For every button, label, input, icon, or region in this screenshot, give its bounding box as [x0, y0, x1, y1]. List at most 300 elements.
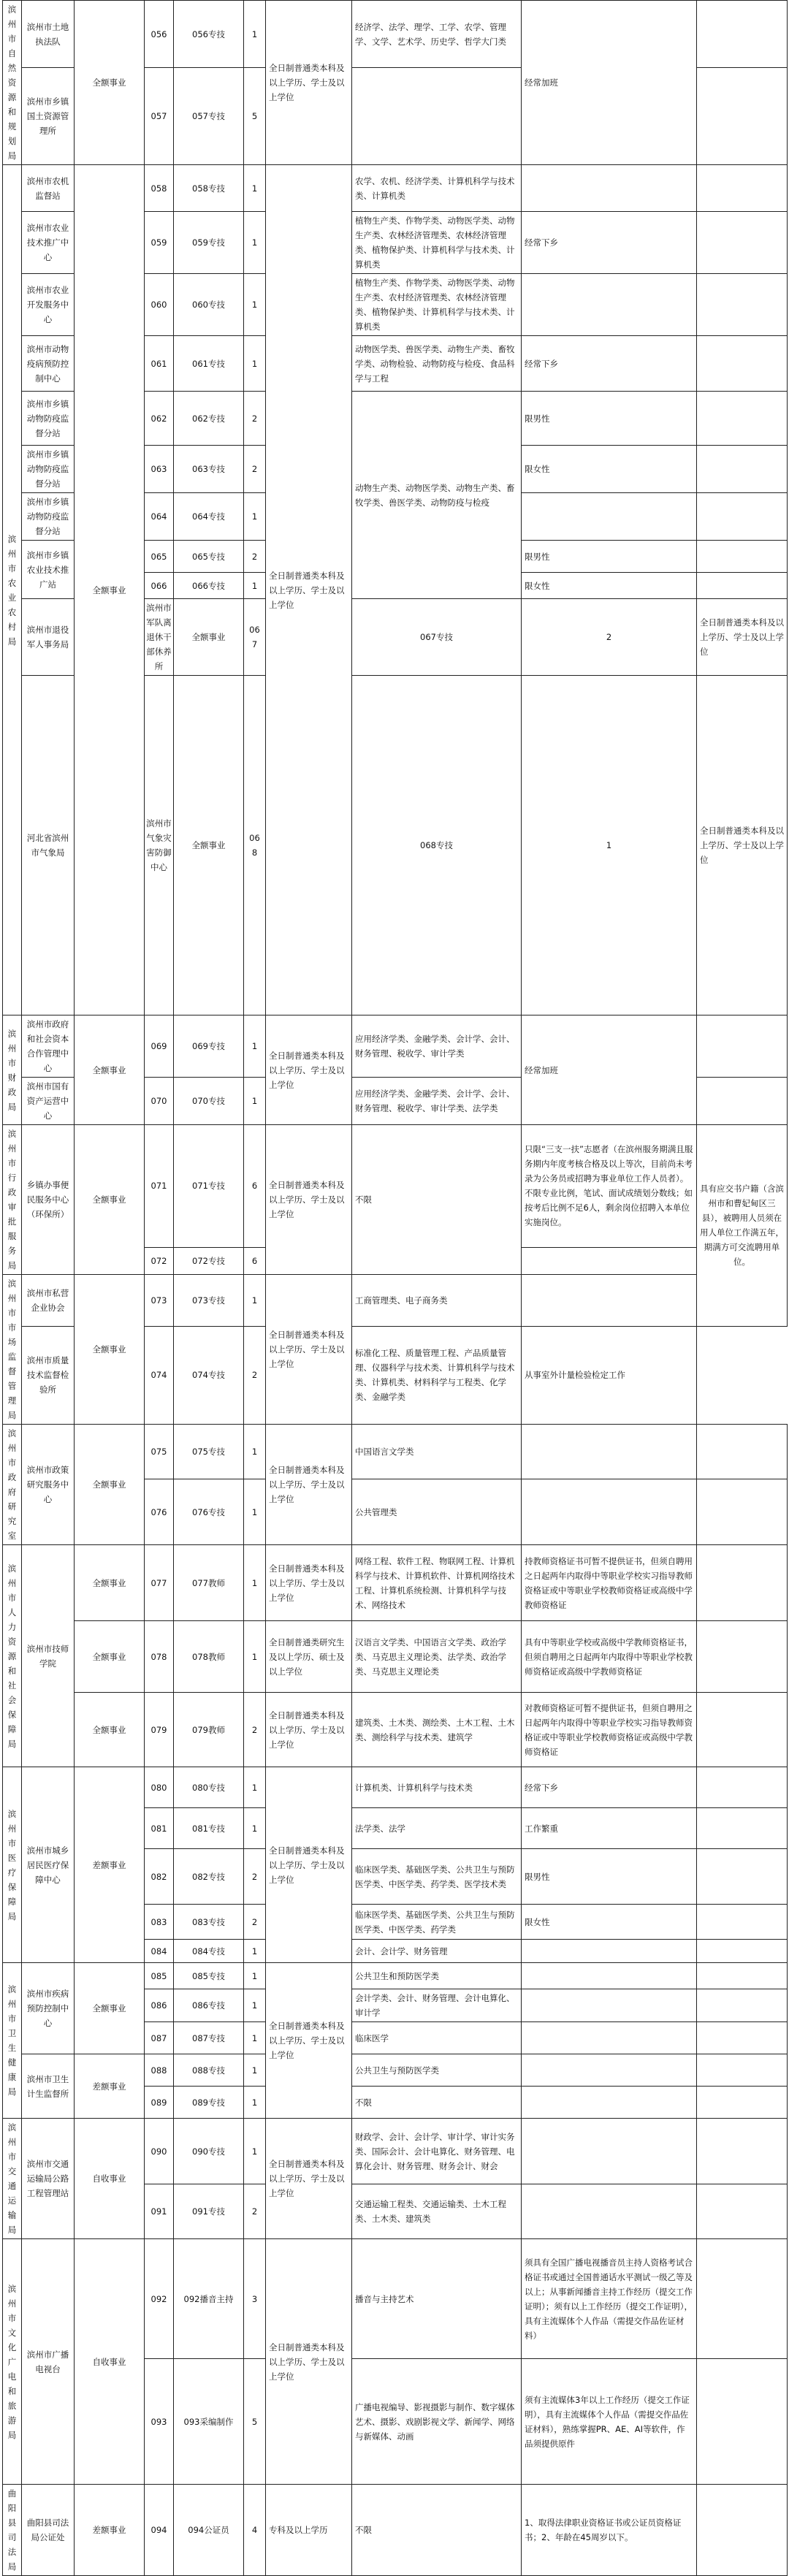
- cell-num: 1: [244, 1078, 266, 1125]
- cell-note: [697, 2359, 788, 2485]
- cell-note: [697, 2054, 788, 2087]
- cell-num: 1: [244, 274, 266, 336]
- table-row: [3, 1545, 788, 1621]
- table-row: [3, 1621, 788, 1693]
- cell-code: 061: [145, 336, 174, 392]
- cell-num: 1: [244, 1767, 266, 1808]
- cell-code: 088: [145, 2054, 174, 2087]
- cell-code: 074: [145, 1326, 174, 1424]
- cell-unit: 滨州市气象灾害防御中心: [145, 676, 174, 1015]
- cell-num: 2: [244, 392, 266, 446]
- cell-unit: 滨州市乡镇动物防疫监督分站: [22, 493, 75, 541]
- cell-nature: 全额事业: [75, 1015, 145, 1125]
- cell-major: 植物生产类、作物学类、动物医学类、动物生产类、农林经济管理类、农林经济管理类、植物保护类、计算机科学与技术类、计算机类: [352, 212, 522, 274]
- cell-num: 5: [244, 68, 266, 165]
- cell-other: [522, 1275, 697, 1327]
- cell-other: [522, 1479, 697, 1545]
- cell-nature: 全额事业: [75, 1963, 145, 2054]
- cell-code: 076: [145, 1479, 174, 1545]
- cell-note: [697, 2184, 788, 2239]
- cell-major: 应用经济学类、金融学类、会计学、会计、财务管理、税收学、审计学类: [352, 1015, 522, 1078]
- cell-code: 091: [145, 2184, 174, 2239]
- cell-note: [697, 1808, 788, 1849]
- cell-other: 限男性: [522, 392, 697, 446]
- cell-note: [697, 336, 788, 392]
- cell-code: 080: [145, 1767, 174, 1808]
- cell-code: 057: [145, 68, 174, 165]
- cell-post: 058专技: [174, 165, 244, 212]
- cell-code: 067: [244, 599, 266, 676]
- cell-num: 2: [244, 1693, 266, 1767]
- table-row: [3, 1693, 788, 1767]
- cell-other: 限男性: [522, 1849, 697, 1905]
- cell-other: [522, 1940, 697, 1963]
- cell-note: 具有应交书户籍（含滨州市和曹妃甸区三县），被聘用人员须在用人单位工作满五年，期满方可交流聘用单位。: [697, 1125, 788, 1327]
- cell-dept: 滨州市农业农村局: [3, 165, 22, 1015]
- cell-code: 082: [145, 1849, 174, 1905]
- cell-major: 会计学类、会计、财务管理、会计电算化、审计学: [352, 1989, 522, 2022]
- cell-note: [697, 2239, 788, 2359]
- cell-code: 075: [145, 1425, 174, 1479]
- cell-code: 064: [145, 493, 174, 541]
- cell-note: [697, 1479, 788, 1545]
- cell-major: 中国语言文学类: [352, 1425, 522, 1479]
- table-body: [3, 1, 788, 2576]
- cell-post: 074专技: [174, 1326, 244, 1424]
- cell-code: 071: [145, 1125, 174, 1248]
- cell-other: 经常加班: [522, 1, 697, 165]
- cell-note: [697, 541, 788, 573]
- table-row: [3, 1, 788, 68]
- cell-post: 059专技: [174, 212, 244, 274]
- cell-other: 经常下乡: [522, 336, 697, 392]
- cell-code: 062: [145, 392, 174, 446]
- cell-major: 应用经济学类、金融学类、会计学、会计、财务管理、税收学、审计学类、法学类: [352, 1078, 522, 1125]
- cell-post: 075专技: [174, 1425, 244, 1479]
- cell-num: 6: [244, 1125, 266, 1248]
- cell-other: [522, 2184, 697, 2239]
- cell-other: 须有主流媒体3年以上工作经历（提交工作证明），具有主流媒体个人作品（需提交作品佐证材料），熟练掌握PR、AE、AI等软件，作品须提供原件: [522, 2359, 697, 2485]
- cell-other: [522, 2022, 697, 2054]
- cell-major: 广播电视编导、影视摄影与制作、数字媒体艺术、摄影、戏剧影视文学、新闻学、网络与新媒体、动画: [352, 2359, 522, 2485]
- cell-major: 会计、会计学、财务管理: [352, 1940, 522, 1963]
- cell-other: 从事室外计量检验检定工作: [522, 1326, 697, 1424]
- cell-code: 089: [145, 2087, 174, 2119]
- cell-code: 087: [145, 2022, 174, 2054]
- cell-post: 079教师: [174, 1693, 244, 1767]
- cell-post: 064专技: [174, 493, 244, 541]
- cell-edu: 专科及以上学历: [266, 2485, 352, 2576]
- cell-code: 085: [145, 1963, 174, 1989]
- cell-other: 经常下乡: [522, 1767, 697, 1808]
- cell-note: [697, 2087, 788, 2119]
- cell-note: [697, 2022, 788, 2054]
- cell-num: 5: [244, 2359, 266, 2485]
- cell-major: 不限: [352, 2485, 522, 2576]
- cell-code: 063: [145, 446, 174, 493]
- cell-other: 持教师资格证书可暂不提供证书，但须自聘用之日起两年内取得中等职业学校实习指导教师资格证或中等职业学校教师资格证或高级中学教师资格证: [522, 1545, 697, 1621]
- cell-edu: 全日制普通类本科及以上学历、学士及以上学位: [266, 1545, 352, 1621]
- cell-unit: 滨州市疾病预防控制中心: [22, 1963, 75, 2054]
- cell-unit: 滨州市动物疫病预防控制中心: [22, 336, 75, 392]
- cell-num: 1: [244, 2087, 266, 2119]
- cell-post: 091专技: [174, 2184, 244, 2239]
- cell-other: [522, 2119, 697, 2184]
- cell-nature: 全额事业: [75, 1, 145, 165]
- cell-note: [697, 392, 788, 446]
- cell-edu: 全日制普通类本科及以上学历、学士及以上学位: [266, 1015, 352, 1125]
- cell-other: 具有中等职业学校或高级中学教师资格证书，但须自聘用之日起两年内取得中等职业学校教师资格证或高级中学教师资格证: [522, 1621, 697, 1693]
- cell-other: 须具有全国广播电视播音员主持人资格考试合格证书或通过全国普通话水平测试一级乙等及以上；从事新闻播音主持工作经历（提交工作证明）；须有以上工作经历（提交工作证明），具有主流媒体个人作品（需提交作品佐证材料）: [522, 2239, 697, 2359]
- cell-num: 1: [244, 1, 266, 68]
- cell-nature: 全额事业: [75, 1125, 145, 1275]
- cell-major: 交通运输工程类、交通运输类、土木工程类、土木类、建筑类: [352, 2184, 522, 2239]
- cell-num: 1: [244, 165, 266, 212]
- cell-code: 065: [145, 541, 174, 573]
- cell-major: 公共管理类: [352, 1479, 522, 1545]
- cell-num: 1: [522, 676, 697, 1015]
- cell-major: 临床医学: [352, 2022, 522, 2054]
- cell-post: 066专技: [174, 573, 244, 599]
- cell-note: [697, 1849, 788, 1905]
- cell-unit: 滨州市乡镇动物防疫监督分站: [22, 446, 75, 493]
- cell-num: 4: [244, 2485, 266, 2576]
- cell-nature: 全额事业: [75, 1275, 145, 1425]
- table-row: [3, 2239, 788, 2359]
- table-row: [3, 1125, 788, 1248]
- table-row: [3, 1015, 788, 1078]
- cell-num: 2: [244, 1849, 266, 1905]
- cell-dept: 滨州市医疗保障局: [3, 1767, 22, 1963]
- cell-edu: 全日制普通类本科及以上学历、学士及以上学位: [266, 1125, 352, 1275]
- cell-post: 056专技: [174, 1, 244, 68]
- cell-post: 073专技: [174, 1275, 244, 1327]
- cell-num: 1: [244, 1989, 266, 2022]
- cell-post: 069专技: [174, 1015, 244, 1078]
- cell-post: 090专技: [174, 2119, 244, 2184]
- cell-other: 限女性: [522, 573, 697, 599]
- cell-other: [522, 165, 697, 212]
- cell-unit: 滨州市军队离退休干部休养所: [145, 599, 174, 676]
- cell-code: 070: [145, 1078, 174, 1125]
- cell-num: 2: [244, 446, 266, 493]
- cell-post: 086专技: [174, 1989, 244, 2022]
- cell-major: 经济学、法学、理学、工学、农学、管理学、文学、艺术学、历史学、哲学大门类: [352, 1, 522, 68]
- cell-edu: 全日制普通类本科及以上学历、学士及以上学位: [266, 2239, 352, 2485]
- cell-unit: 滨州市土地执法队: [22, 1, 75, 68]
- cell-num: 1: [244, 1479, 266, 1545]
- cell-other: 限女性: [522, 446, 697, 493]
- cell-code: 072: [145, 1247, 174, 1274]
- cell-major: 标准化工程、质量管理工程、产品质量管理、仪器科学与技术类、计算机科学与技术类、计算机类、材料科学与工程类、化学类、金融学类: [352, 1326, 522, 1424]
- cell-note: [697, 68, 788, 165]
- cell-unit: 滨州市乡镇国土资源管理所: [22, 68, 75, 165]
- cell-other: [522, 1425, 697, 1479]
- cell-edu: 全日制普通类本科及以上学历、学士及以上学位: [266, 2119, 352, 2239]
- cell-num: 2: [244, 1326, 266, 1424]
- cell-dept: 滨州市卫生健康局: [3, 1963, 22, 2119]
- cell-nature: 自收事业: [75, 2239, 145, 2485]
- cell-note: [697, 212, 788, 274]
- table-row: [3, 1275, 788, 1327]
- cell-num: 1: [244, 1275, 266, 1327]
- cell-code: 066: [145, 573, 174, 599]
- cell-major: 公共卫生和预防医学类: [352, 1963, 522, 1989]
- cell-edu: 全日制普通类本科及以上学历、学士及以上学位: [697, 599, 788, 676]
- cell-post: 067专技: [352, 599, 522, 676]
- cell-post: 087专技: [174, 2022, 244, 2054]
- cell-post: 093采编制作: [174, 2359, 244, 2485]
- cell-dept: 曲阳县司法局: [3, 2485, 22, 2576]
- cell-major: 动物医学类、兽医学类、动物生产类、畜牧学类、动物检验、动物防疫与检疫、食品科学与工程: [352, 336, 522, 392]
- cell-num: 1: [244, 212, 266, 274]
- cell-dept: 滨州市政府研究室: [3, 1425, 22, 1545]
- recruitment-table: [2, 0, 788, 2576]
- cell-note: [697, 1767, 788, 1808]
- table-row: [3, 2485, 788, 2576]
- cell-code: 077: [145, 1545, 174, 1621]
- cell-post: 060专技: [174, 274, 244, 336]
- cell-num: 1: [244, 1425, 266, 1479]
- cell-code: 092: [145, 2239, 174, 2359]
- cell-edu: 全日制普通类本科及以上学历、学士及以上学位: [266, 1275, 352, 1425]
- cell-major: 不限: [352, 2087, 522, 2119]
- cell-major: 播音与主持艺术: [352, 2239, 522, 2359]
- table-row: [3, 1425, 788, 1479]
- cell-major: 建筑类、土木类、测绘类、土木工程、土木类、测绘科学与技术类、建筑学: [352, 1693, 522, 1767]
- cell-code: 073: [145, 1275, 174, 1327]
- cell-post: 085专技: [174, 1963, 244, 1989]
- cell-edu: 全日制普通类研究生及以上学历、硕士及以上学位: [266, 1621, 352, 1693]
- cell-major: 临床医学类、基础医学类、公共卫生与预防医学类、中医学类、药学类: [352, 1905, 522, 1940]
- cell-unit: 滨州市质量技术监督检验所: [22, 1326, 75, 1424]
- cell-code: 081: [145, 1808, 174, 1849]
- cell-other: 限男性: [522, 541, 697, 573]
- cell-nature: 全额事业: [75, 1425, 145, 1545]
- cell-num: 1: [244, 1808, 266, 1849]
- cell-num: 2: [244, 541, 266, 573]
- cell-edu: 全日制普通类本科及以上学历、学士及以上学位: [266, 1963, 352, 2119]
- cell-dept: 滨州市交通运输局: [3, 2119, 22, 2239]
- cell-unit: 滨州市广播电视台: [22, 2239, 75, 2485]
- cell-num: 1: [244, 1015, 266, 1078]
- cell-major: 法学类、法学: [352, 1808, 522, 1849]
- cell-edu: 全日制普通类本科及以上学历、学士及以上学位: [266, 1425, 352, 1545]
- cell-nature: 自收事业: [75, 2119, 145, 2239]
- cell-other: [522, 2054, 697, 2087]
- cell-nature: 全额事业: [75, 1545, 145, 1621]
- cell-code: 078: [145, 1621, 174, 1693]
- cell-unit: 乡镇办事便民服务中心（环保所）: [22, 1125, 75, 1275]
- cell-dept: 滨州市行政审批服务局: [3, 1125, 22, 1275]
- cell-unit: 滨州市乡镇农业技术推广站: [22, 541, 75, 599]
- cell-other: 只限“三支一扶”志愿者（在滨州服务期满且服务期内年度考核合格及以上等次，目前尚未考录为公务员或招聘为事业单位工作人员者）。不限专业比例，笔试、面试成绩划分数线；如按考后比例不足6人，剩余岗位招聘入本单位实施岗位。: [522, 1125, 697, 1248]
- cell-other: 对教师资格证可暂不提供证书，但须自聘用之日起两年内取得中等职业学校实习指导教师资格证或中等职业学校教师资格证或高级中学教师资格证: [522, 1693, 697, 1767]
- cell-code: 068: [244, 676, 266, 1015]
- cell-major: 不限: [352, 1125, 522, 1275]
- cell-post: 078教师: [174, 1621, 244, 1693]
- cell-unit: 滨州市农机监督站: [22, 165, 75, 212]
- cell-unit: 滨州市技师学院: [22, 1545, 75, 1767]
- cell-other: [522, 1963, 697, 1989]
- cell-nature: 差额事业: [75, 2485, 145, 2576]
- cell-code: 060: [145, 274, 174, 336]
- cell-major: 公共卫生与预防医学类: [352, 2054, 522, 2087]
- cell-num: 2: [522, 599, 697, 676]
- cell-unit: 滨州市乡镇动物防疫监督分站: [22, 392, 75, 446]
- cell-code: 058: [145, 165, 174, 212]
- cell-post: 076专技: [174, 1479, 244, 1545]
- cell-code: 093: [145, 2359, 174, 2485]
- cell-major: 计算机类、计算机科学与技术类: [352, 1767, 522, 1808]
- cell-note: [697, 1963, 788, 1989]
- cell-post: 068专技: [352, 676, 522, 1015]
- cell-num: 1: [244, 336, 266, 392]
- cell-major: 网络工程、软件工程、物联网工程、计算机科学与技术、计算机软件、计算机网络技术工程、计算机系统检测、计算机科学与技术、网络技术: [352, 1545, 522, 1621]
- cell-nature: 全额事业: [75, 1621, 145, 1693]
- cell-unit: 滨州市政府和社会资本合作管理中心: [22, 1015, 75, 1078]
- cell-num: 1: [244, 1963, 266, 1989]
- cell-dept: 滨州市市场监督管理局: [3, 1275, 22, 1425]
- cell-code: 056: [145, 1, 174, 68]
- cell-unit: 滨州市国有资产运营中心: [22, 1078, 75, 1125]
- cell-unit: 滨州市城乡居民医疗保障中心: [22, 1767, 75, 1963]
- cell-major: 农学、农机、经济学类、计算机科学与技术类、计算机类: [352, 165, 522, 212]
- cell-post: 094公证员: [174, 2485, 244, 2576]
- cell-code: 084: [145, 1940, 174, 1963]
- cell-other: [522, 493, 697, 541]
- cell-note: [697, 1425, 788, 1479]
- cell-nature: 全额事业: [75, 165, 145, 1015]
- table-row: [3, 165, 788, 212]
- cell-unit: 滨州市农业技术推广中心: [22, 212, 75, 274]
- cell-post: 072专技: [174, 1247, 244, 1274]
- cell-code: 069: [145, 1015, 174, 1078]
- cell-unit: 滨州市交通运输局公路工程管理站: [22, 2119, 75, 2239]
- cell-unit: 曲阳县司法局公证处: [22, 2485, 75, 2576]
- cell-other: 经常加班: [522, 1015, 697, 1125]
- table-row: [3, 2054, 788, 2087]
- cell-unit: 滨州市私营企业协会: [22, 1275, 75, 1327]
- cell-post: 082专技: [174, 1849, 244, 1905]
- cell-nature: 差额事业: [75, 2054, 145, 2119]
- cell-nature: 全额事业: [75, 1693, 145, 1767]
- cell-num: 1: [244, 493, 266, 541]
- cell-code: 086: [145, 1989, 174, 2022]
- cell-dept: 滨州市人力资源和社会保障局: [3, 1545, 22, 1767]
- cell-num: 3: [244, 2239, 266, 2359]
- cell-major: 汉语言文学类、中国语言文学类、政治学类、马克思主义理论类、法学类、政治学类、马克思主义理论类: [352, 1621, 522, 1693]
- cell-other: [522, 2087, 697, 2119]
- cell-major: 植物生产类、作物学类、动物医学类、动物生产类、农村经济管理类、农林经济管理类、植物保护类、计算机科学与技术类、计算机类: [352, 274, 522, 336]
- cell-post: 070专技: [174, 1078, 244, 1125]
- cell-num: 2: [244, 2184, 266, 2239]
- cell-num: 1: [244, 1545, 266, 1621]
- cell-edu: 全日制普通类本科及以上学历、学士及以上学位: [266, 1767, 352, 1963]
- cell-code: 094: [145, 2485, 174, 2576]
- cell-num: 1: [244, 2022, 266, 2054]
- cell-num: 1: [244, 573, 266, 599]
- cell-note: [697, 2119, 788, 2184]
- cell-major: [352, 68, 522, 165]
- cell-note: [697, 1015, 788, 1078]
- cell-num: 6: [244, 1247, 266, 1274]
- cell-other: 工作繁重: [522, 1808, 697, 1849]
- cell-note: [697, 1940, 788, 1963]
- cell-note: [697, 1905, 788, 1940]
- cell-unit: 滨州市政策研究服务中心: [22, 1425, 75, 1545]
- cell-nature: 差额事业: [75, 1767, 145, 1963]
- cell-other: 经常下乡: [522, 212, 697, 274]
- cell-unit: 滨州市农业开发服务中心: [22, 274, 75, 336]
- cell-note: [697, 165, 788, 212]
- cell-note: [697, 1989, 788, 2022]
- cell-note: [697, 1545, 788, 1621]
- cell-post: 062专技: [174, 392, 244, 446]
- cell-num: 1: [244, 1621, 266, 1693]
- cell-post: 061专技: [174, 336, 244, 392]
- table-row: [3, 1767, 788, 1808]
- cell-post: 057专技: [174, 68, 244, 165]
- cell-num: 1: [244, 1940, 266, 1963]
- cell-post: 089专技: [174, 2087, 244, 2119]
- table-row: [3, 1963, 788, 1989]
- cell-nature: 全额事业: [174, 676, 244, 1015]
- cell-nature: 全额事业: [174, 599, 244, 676]
- table-row: [3, 2119, 788, 2184]
- cell-major: 临床医学类、基础医学类、公共卫生与预防医学类、中医学类、药学类、医学技术类: [352, 1849, 522, 1905]
- cell-note: [697, 274, 788, 336]
- cell-code: 079: [145, 1693, 174, 1767]
- cell-note: [697, 2485, 788, 2576]
- cell-dept: 滨州市自然资源和规划局: [3, 1, 22, 165]
- cell-post: 092播音主持: [174, 2239, 244, 2359]
- cell-post: 080专技: [174, 1767, 244, 1808]
- cell-unit: 滨州市卫生计生监督所: [22, 2054, 75, 2119]
- cell-num: 1: [244, 2054, 266, 2087]
- cell-note: [697, 1, 788, 68]
- cell-post: 081专技: [174, 1808, 244, 1849]
- cell-code: 090: [145, 2119, 174, 2184]
- cell-other: [522, 274, 697, 336]
- cell-edu: 全日制普通类本科及以上学历、学士及以上学位: [266, 1, 352, 165]
- cell-post: 071专技: [174, 1125, 244, 1248]
- cell-edu: 全日制普通类本科及以上学历、学士及以上学位: [266, 165, 352, 1015]
- cell-note: [697, 493, 788, 541]
- cell-dept: 滨州市文化广电和旅游局: [3, 2239, 22, 2485]
- cell-note: [697, 573, 788, 599]
- cell-dept: 河北省滨州市气象局: [22, 676, 75, 1015]
- cell-code: 083: [145, 1905, 174, 1940]
- cell-post: 084专技: [174, 1940, 244, 1963]
- cell-post: 088专技: [174, 2054, 244, 2087]
- cell-post: 083专技: [174, 1905, 244, 1940]
- cell-num: 2: [244, 1905, 266, 1940]
- cell-major: 工商管理类、电子商务类: [352, 1275, 522, 1327]
- cell-num: 1: [244, 2119, 266, 2184]
- cell-post: 077教师: [174, 1545, 244, 1621]
- cell-edu: 全日制普通类本科及以上学历、学士及以上学位: [266, 1693, 352, 1767]
- cell-other: 1、取得法律职业资格证书或公证员资格证书；2、年龄在45周岁以下。: [522, 2485, 697, 2576]
- cell-dept: 滨州市退役军人事务局: [22, 599, 75, 676]
- cell-other: [522, 1989, 697, 2022]
- cell-dept: 滨州市财政局: [3, 1015, 22, 1125]
- cell-major: 动物生产类、动物医学类、动物生产类、畜牧学类、兽医学类、动物防疫与检疫: [352, 392, 522, 599]
- cell-post: 063专技: [174, 446, 244, 493]
- cell-other: 限女性: [522, 1905, 697, 1940]
- cell-code: 059: [145, 212, 174, 274]
- cell-note: [697, 1078, 788, 1125]
